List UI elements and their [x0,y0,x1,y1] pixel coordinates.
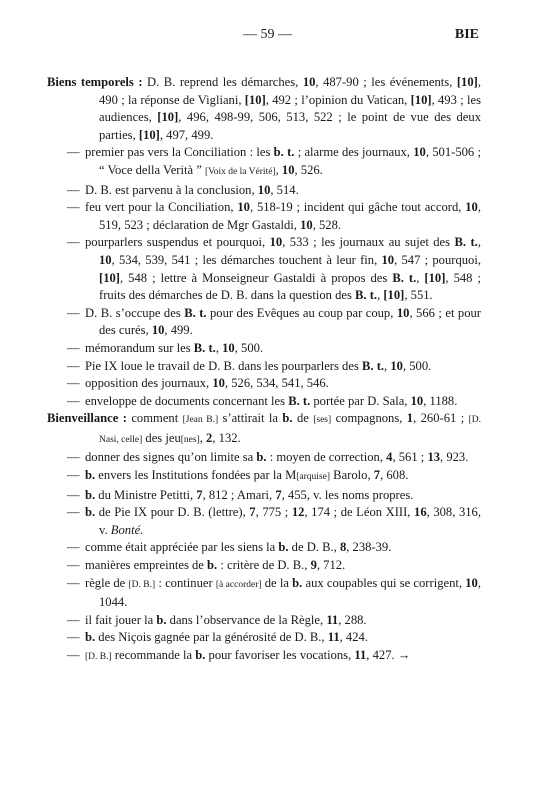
bold-ref: 7 [275,487,282,502]
index-subentry [47,393,481,411]
index-subentry [47,305,481,340]
entry-text: , 260-61 ; [413,411,469,426]
bold-ref: 10 [410,393,424,408]
entry-text: D. B. reprend les démarches, [142,75,303,89]
bold-ref: 2 [206,430,213,445]
index-subentry [47,234,481,304]
entry-text: enveloppe de documents concernant les [85,393,289,408]
subentry-dash: — [67,145,80,160]
bold-ref: 10 [281,162,295,177]
headword: Bienveillance : [47,411,127,426]
bold-ref: 10 [269,235,283,250]
entry-text: Pie IX loue le travail de D. B. dans les pourparlers des [85,358,362,373]
bold-ref: 10 [302,75,316,89]
bold-ref: b. [85,505,96,520]
continue-arrow-icon: → [397,648,411,662]
entry-text: : moyen de correction, [266,450,387,465]
bold-ref: b. [256,450,267,465]
entry-text: portée par D. Sala, [310,393,411,408]
entry-text: , 923. [440,450,469,465]
entry-text: , 526, 534, 541, 546. [224,376,329,391]
entry-text: , 566 ; et pour des curés, [99,305,481,338]
entry-text: des Niçois gagnée par la générosité de D. B., [95,630,328,645]
bold-ref: [10] [138,127,160,142]
entry-text: , 1044. [99,575,481,610]
bold-ref: b. [85,468,96,483]
bold-ref: 11 [327,630,340,645]
bold-ref: 8 [339,540,347,555]
entry-text: , 548 ; lettre à Monseigneur Gastaldi à propos des [119,270,393,285]
entry-text: de la [261,575,293,590]
entry-text: mémorandum sur les [85,340,194,355]
bold-ref: 10 [300,217,313,232]
entry-text: , 500. [234,340,264,355]
bold-ref: 7 [249,505,256,520]
index-subentry [47,504,481,539]
editorial-bracket: [nes] [180,434,200,445]
entry-text: recommande la [111,648,196,662]
entry-text: D. B. est parvenu à la conclusion, [85,182,258,197]
bold-ref: B. t. [355,288,378,303]
bold-ref: 10 [151,323,165,338]
bold-ref: 10 [237,200,250,215]
entry-text: , [377,288,384,303]
editorial-bracket: [D. B.] [85,652,112,662]
bold-ref: b. [85,487,96,502]
cross-ref: Bonté. [110,522,144,537]
entry-text: , 496, 498-99, 506, 513, 522 ; le point de vue des deux parties, [99,110,481,142]
index-subentry [47,449,481,467]
entry-text: , 775 ; [255,505,292,520]
entry-text: , 608. [380,468,409,483]
entry-text: de Pie IX pour D. B. (lettre), [95,505,250,520]
subentry-dash: — [67,200,80,215]
editorial-bracket: [D. B.] [128,579,156,590]
bold-ref: b. [292,575,303,590]
index-subentry [47,467,481,487]
bold-ref: [10] [410,92,432,107]
entry-text: dans l’observance de la Règle, [166,612,327,627]
entry-text: , 514. [270,182,299,197]
bold-ref: [10] [456,75,478,89]
entry-text: Barolo, [330,468,374,483]
entry-text: pour favoriser les vocations, [205,648,355,662]
subentry-dash: — [67,648,80,662]
entry-text: des jeu [142,430,181,445]
subentry-dash: — [67,575,80,590]
entry-text: , 501-506 ; “ Voce della Verità ” [99,145,481,177]
index-subentry [47,629,481,647]
entry-text: , 526. [294,162,323,177]
entry-text: pour des Evêques au coup par coup, [206,305,397,320]
entry-text: , 288. [338,612,367,627]
bold-ref: 10 [390,358,403,373]
subentry-dash: — [67,376,80,391]
entry-text: , 499. [164,323,193,338]
entry-text: aux coupables qui se corrigent, [302,575,466,590]
bold-ref: 10 [99,252,112,267]
entry-text: manières empreintes de [85,558,208,573]
index-subentry [47,144,481,181]
subentry-dash: — [67,505,80,520]
entry-text: , 812 ; Amari, [202,487,276,502]
entry-text: , 551. [404,288,433,303]
entry-text: , 455, v. les noms propres. [281,487,414,502]
editorial-bracket: [à accorder] [215,579,262,590]
index-subentry [47,358,481,376]
subentry-dash: — [67,358,80,373]
editorial-bracket: [ses] [313,415,332,426]
index-subentry [47,487,481,505]
entry-text: , 1188. [423,393,458,408]
entry-text: , 547 ; pourquoi, [394,252,481,267]
subentry-dash: — [67,630,80,645]
entry-text: compagnons, [331,411,407,426]
entry-text: , 534, 539, 541 ; les démarches touchent à leur fin, [111,252,382,267]
bold-ref: 1 [406,411,414,426]
entry-text: premier pas vers la Conciliation : les [85,145,274,160]
entry-text: s’attirait la [218,411,283,426]
entry-text: , 424. [339,630,368,645]
entry-text: il fait jouer la [85,612,157,627]
editorial-bracket: [Voix de la Vérité] [204,166,276,177]
bold-ref: b. [195,648,206,662]
entry-text: : continuer [155,575,216,590]
entry-text: , 519, 523 ; déclaration de Mgr Gastaldi, [99,200,481,232]
bold-ref: 16 [414,505,427,520]
bold-ref: 10 [222,340,235,355]
entry-text: D. B. s’occupe des [85,305,185,320]
entry-text: , 427. [366,648,398,662]
entry-text: , 132. [212,430,241,445]
bold-ref: 9 [310,558,317,573]
subentry-dash: — [67,558,80,573]
bold-ref: b. [278,540,289,555]
bold-ref: 10 [212,376,225,391]
entry-text: , [384,358,391,373]
bold-ref: b. [282,411,293,426]
headword: Biens temporels : [47,75,143,89]
bold-ref: B. t. [454,235,478,250]
entry-text: , 528. [312,217,342,232]
entry-text: feu vert pour la Conciliation, [85,200,238,215]
entry-text: , 548 ; fruits des démarches de D. B. dans la question des [99,270,481,303]
subentry-dash: — [67,393,80,408]
bold-ref: B. t. [193,340,216,355]
bold-ref: 10 [381,252,395,267]
entry-text: du Ministre Petitti, [95,487,197,502]
bold-ref: 7 [196,487,203,502]
bold-ref: 10 [396,305,410,320]
bold-ref: 10 [413,145,426,160]
index-body [47,74,481,667]
entry-text: , 518-19 ; incident qui gâche tout accord, [249,200,466,215]
bold-ref: 10 [465,575,478,590]
index-subentry [47,575,481,612]
entry-text: pourparlers suspendus et pourquoi, [85,235,270,250]
entry-text: , [416,270,425,285]
entry-text: envers les Institutions fondées par la M [95,468,297,483]
entry-text: , 308, 316, v. [99,505,481,537]
bold-ref: 13 [427,450,441,465]
index-subentry [47,539,481,557]
bold-ref: b. [85,630,96,645]
bold-ref: b. [207,558,218,573]
bold-ref: B. t. [362,358,385,373]
bold-ref: 10 [465,200,478,215]
entry-text: comment [126,411,183,426]
bold-ref: 10 [257,182,271,197]
entry-text: de [292,411,314,426]
entry-text: , 497, 499. [159,127,214,142]
index-subentry [47,557,481,575]
bold-ref: [10] [157,110,179,125]
bold-ref: 11 [354,648,367,662]
entry-text: , 712. [316,558,346,573]
entry-text: , [275,162,282,177]
index-subentry [47,647,481,667]
index-subentry [47,182,481,200]
bold-ref: b. t. [273,145,295,160]
bold-ref: b. [156,612,167,627]
bold-ref: [10] [424,270,446,285]
subentry-dash: — [67,468,80,483]
running-head: BIE [454,27,479,42]
entry-text: , 492 ; l’opinion du Vatican, [265,92,411,107]
entry-text: , [215,340,223,355]
bold-ref: 11 [326,612,339,627]
index-subentry [47,340,481,358]
bold-ref: [10] [244,92,266,107]
entry-text: donner des signes qu’on limite sa [85,450,257,465]
bold-ref: B. t. [288,393,311,408]
index-headword-entry [47,410,481,449]
bold-ref: 7 [373,468,381,483]
entry-text: comme était appréciée par les siens la [85,540,279,555]
bold-ref: [10] [383,288,405,303]
bold-ref: 4 [386,450,393,465]
entry-text: , 500. [402,358,432,373]
entry-text: , 533 ; les journaux au sujet des [282,235,455,250]
subentry-dash: — [67,305,80,320]
entry-text: , 490 ; la réponse de Vigliani, [99,75,481,107]
page-header [0,27,535,47]
entry-text: ; alarme des journaux, [294,145,414,160]
index-subentry [47,375,481,393]
editorial-bracket: [Jean B.] [182,415,219,426]
entry-text: , [477,235,481,250]
entry-text: , 174 ; de Léon XIII, [304,505,415,520]
subentry-dash: — [67,235,80,250]
entry-text: opposition des journaux, [85,376,213,391]
subentry-dash: — [67,182,80,197]
bold-ref: B. t. [184,305,207,320]
entry-text: , 487-90 ; les événements, [315,75,457,89]
entry-text: , 493 ; les audiences, [99,92,481,125]
entry-text: , 238-39. [346,540,392,555]
entry-text: de D. B., [288,540,340,555]
page-number: — 59 — [243,27,292,42]
subentry-dash: — [67,487,80,502]
subentry-dash: — [67,450,80,465]
editorial-bracket: [arquise] [296,472,331,483]
subentry-dash: — [67,612,80,627]
bold-ref: B. t. [392,270,417,285]
subentry-dash: — [67,540,80,555]
index-headword-entry [47,74,481,144]
index-subentry [47,612,481,630]
entry-text: , [199,430,207,445]
index-subentry [47,199,481,234]
entry-text: , 561 ; [392,450,428,465]
entry-text: : critère de D. B., [217,558,311,573]
bold-ref: 12 [291,505,305,520]
editorial-bracket: [D. Nasi, celle] [99,415,482,445]
subentry-dash: — [67,340,80,355]
entry-text: règle de [85,575,129,590]
bold-ref: [10] [99,270,120,285]
